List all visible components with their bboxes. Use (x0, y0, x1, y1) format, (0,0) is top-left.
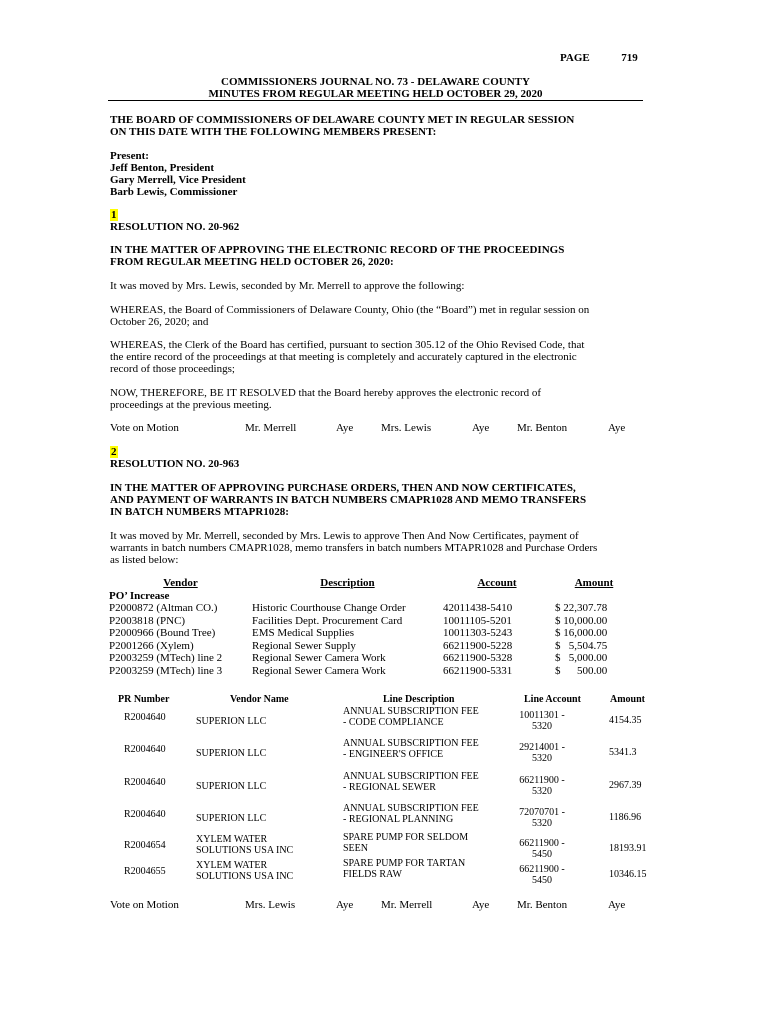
resolution-2-moved-2: warrants in batch numbers CMAPR1028, memo transfers in batch numbers MTAPR1028 and Purchase Orders (110, 542, 598, 554)
resolution-2-moved-1: It was moved by Mr. Merrell, seconded by Mrs. Lewis to approve Then And Now Certificates, payment of (110, 530, 579, 542)
item-marker-1: 1 (111, 209, 117, 221)
vote-member: Mr. Merrell (245, 422, 297, 434)
vote-label: Vote on Motion (110, 899, 179, 911)
vote-value: Aye (472, 422, 490, 434)
pr-header-amount: Amount (610, 694, 646, 705)
pr-account: 5320 (532, 786, 552, 797)
pr-number: R2004640 (124, 809, 166, 820)
table-row (109, 652, 637, 665)
pr-vendor: SUPERION LLC (196, 748, 267, 759)
pr-description: ANNUAL SUBSCRIPTION FEE (343, 803, 479, 814)
pr-description: - ENGINEER'S OFFICE (343, 749, 444, 760)
pr-account: 66211900 - (519, 775, 565, 786)
po-description: Regional Sewer Camera Work (252, 664, 386, 677)
po-account: 66211900-5328 (443, 652, 513, 664)
po-description: Regional Sewer Supply (252, 639, 356, 652)
pr-header-description: Line Description (383, 694, 455, 705)
po-account: 10011303-5243 (443, 627, 513, 639)
po-vendor: P2000966 (Bound Tree) (109, 627, 216, 639)
vote-value: Aye (336, 899, 354, 911)
pr-description: ANNUAL SUBSCRIPTION FEE (343, 771, 479, 782)
pr-amount: 2967.39 (609, 780, 642, 791)
po-account: 66211900-5331 (443, 664, 513, 677)
po-header-amount: Amount (574, 577, 614, 589)
resolution-1-title-1: IN THE MATTER OF APPROVING THE ELECTRONIC RECORD OF THE PROCEEDINGS (110, 244, 565, 256)
po-account: 42011438-5410 (443, 602, 513, 614)
pr-description: - REGIONAL SEWER (343, 782, 436, 793)
whereas-1-line-2: October 26, 2020; and (110, 316, 209, 328)
po-header-vendor: Vendor (163, 577, 198, 589)
whereas-1-line-1: WHEREAS, the Board of Commissioners of Delaware County, Ohio (the “Board”) met in regular session on (110, 304, 590, 316)
header-divider (108, 100, 643, 101)
table-row (109, 640, 637, 653)
page-label: PAGE (560, 52, 590, 64)
resolution-2-title-2: AND PAYMENT OF WARRANTS IN BATCH NUMBERS CMAPR1028 AND MEMO TRANSFERS (110, 494, 587, 506)
vote-row-2 (110, 899, 670, 912)
resolution-2-title-1: IN THE MATTER OF APPROVING PURCHASE ORDERS, THEN AND NOW CERTIFICATES, (110, 482, 576, 494)
pr-account: 29214001 - (519, 742, 565, 753)
po-header-description: Description (320, 577, 375, 589)
table-row (109, 615, 637, 628)
pr-header-account: Line Account (524, 694, 581, 705)
vote-member: Mr. Merrell (381, 899, 433, 911)
pr-amount: 4154.35 (609, 715, 642, 726)
vote-value: Aye (472, 899, 490, 911)
pr-account: 5320 (532, 721, 552, 732)
resolved-line-2: proceedings at the previous meeting. (110, 399, 272, 411)
whereas-2-line-3: record of those proceedings; (110, 363, 235, 375)
pr-description: ANNUAL SUBSCRIPTION FEE (343, 706, 479, 717)
intro-line-1: THE BOARD OF COMMISSIONERS OF DELAWARE COUNTY MET IN REGULAR SESSION (110, 114, 575, 126)
resolution-1-number: RESOLUTION NO. 20-962 (110, 221, 240, 233)
pr-description: SPARE PUMP FOR SELDOM (343, 832, 469, 843)
po-group-row (109, 590, 637, 603)
po-vendor: P2003259 (MTech) line 3 (109, 664, 223, 677)
pr-account: 72070701 - (519, 807, 565, 818)
pr-number: R2004654 (124, 840, 166, 851)
vote-value: Aye (336, 422, 354, 434)
pr-account: 5450 (532, 875, 552, 886)
present-label: Present: (110, 150, 149, 162)
vote-member: Mr. Benton (517, 422, 568, 434)
pr-account: 66211900 - (519, 864, 565, 875)
po-description: Facilities Dept. Procurement Card (252, 614, 403, 627)
vote-member: Mr. Benton (517, 899, 568, 911)
minutes-title: MINUTES FROM REGULAR MEETING HELD OCTOBER 29, 2020 (208, 88, 543, 100)
po-table (109, 577, 637, 677)
pr-amount: 1186.96 (609, 812, 642, 823)
po-header-account: Account (477, 577, 517, 589)
resolution-2-number: RESOLUTION NO. 20-963 (110, 458, 240, 470)
pr-number: R2004655 (124, 866, 166, 877)
resolution-2-moved-3: as listed below: (110, 554, 179, 566)
item-marker-2: 2 (111, 446, 117, 458)
po-amount: $ 16,000.00 (555, 627, 608, 639)
po-account: 66211900-5228 (443, 639, 513, 652)
pr-description: ANNUAL SUBSCRIPTION FEE (343, 738, 479, 749)
vote-member: Mrs. Lewis (245, 899, 296, 911)
pr-description: SPARE PUMP FOR TARTAN (343, 858, 466, 869)
whereas-2-line-1: WHEREAS, the Clerk of the Board has certified, pursuant to section 305.12 of the Ohio Revised Code, that (110, 339, 585, 351)
pr-account: 66211900 - (519, 838, 565, 849)
resolution-1-title-2: FROM REGULAR MEETING HELD OCTOBER 26, 2020: (110, 256, 394, 268)
pr-number: R2004640 (124, 744, 166, 755)
pr-account: 5320 (532, 818, 552, 829)
po-description: Historic Courthouse Change Order (252, 602, 406, 614)
whereas-2-line-2: the entire record of the proceedings at that meeting is completely and accurately captured in the electronic (110, 351, 577, 363)
pr-number: R2004640 (124, 712, 166, 723)
resolved-line-1: NOW, THEREFORE, BE IT RESOLVED that the Board hereby approves the electronic record of (110, 387, 542, 399)
po-amount: $ 5,000.00 (555, 652, 608, 664)
pr-account: 5320 (532, 753, 552, 764)
pr-vendor: SUPERION LLC (196, 813, 267, 824)
po-vendor: P2003818 (PNC) (109, 614, 186, 627)
pr-amount: 5341.3 (609, 747, 637, 758)
po-amount: $ 10,000.00 (555, 614, 608, 627)
po-vendor: P2000872 (Altman CO.) (109, 602, 218, 614)
intro-line-2: ON THIS DATE WITH THE FOLLOWING MEMBERS PRESENT: (110, 126, 437, 138)
table-row (109, 665, 637, 678)
resolution-1-moved: It was moved by Mrs. Lewis, seconded by Mr. Merrell to approve the following: (110, 280, 465, 292)
vote-label: Vote on Motion (110, 422, 179, 434)
pr-vendor: SUPERION LLC (196, 781, 267, 792)
po-vendor: P2003259 (MTech) line 2 (109, 652, 223, 664)
pr-amount: 10346.15 (609, 869, 647, 880)
vote-value: Aye (608, 422, 626, 434)
pr-vendor: SUPERION LLC (196, 716, 267, 727)
po-account: 10011105-5201 (443, 614, 512, 627)
po-amount: $ 22,307.78 (555, 602, 608, 614)
resolution-2-title-3: IN BATCH NUMBERS MTAPR1028: (110, 506, 289, 518)
member-3: Barb Lewis, Commissioner (110, 186, 238, 198)
member-1: Jeff Benton, President (110, 162, 214, 174)
pr-vendor: XYLEM WATER (196, 834, 268, 845)
po-amount: $ 500.00 (555, 664, 608, 677)
pr-header-number: PR Number (118, 694, 170, 705)
pr-number: R2004640 (124, 777, 166, 788)
po-amount: $ 5,504.75 (555, 639, 608, 652)
pr-description: - CODE COMPLIANCE (343, 717, 444, 728)
table-row (109, 627, 637, 640)
pr-description: - REGIONAL PLANNING (343, 814, 454, 825)
table-row (109, 602, 637, 615)
pr-account: 10011301 - (519, 710, 565, 721)
vote-member: Mrs. Lewis (381, 422, 432, 434)
pr-header-vendor: Vendor Name (230, 694, 289, 705)
pr-vendor: SOLUTIONS USA INC (196, 871, 294, 882)
pr-description: FIELDS RAW (343, 869, 402, 880)
page-number-header (560, 52, 638, 64)
po-description: EMS Medical Supplies (252, 627, 355, 639)
po-vendor: P2001266 (Xylem) (109, 639, 194, 652)
page-number: 719 (621, 52, 638, 64)
member-2: Gary Merrell, Vice President (110, 174, 246, 186)
pr-description: SEEN (343, 843, 368, 854)
po-header-row (109, 577, 637, 590)
pr-vendor: XYLEM WATER (196, 860, 268, 871)
journal-title: COMMISSIONERS JOURNAL NO. 73 - DELAWARE COUNTY (221, 76, 530, 88)
pr-amount: 18193.91 (609, 843, 647, 854)
pr-vendor: SOLUTIONS USA INC (196, 845, 294, 856)
po-group-label: PO’ Increase (109, 589, 170, 602)
vote-row-1 (110, 422, 670, 435)
po-description: Regional Sewer Camera Work (252, 652, 386, 664)
pr-account: 5450 (532, 849, 552, 860)
vote-value: Aye (608, 899, 626, 911)
